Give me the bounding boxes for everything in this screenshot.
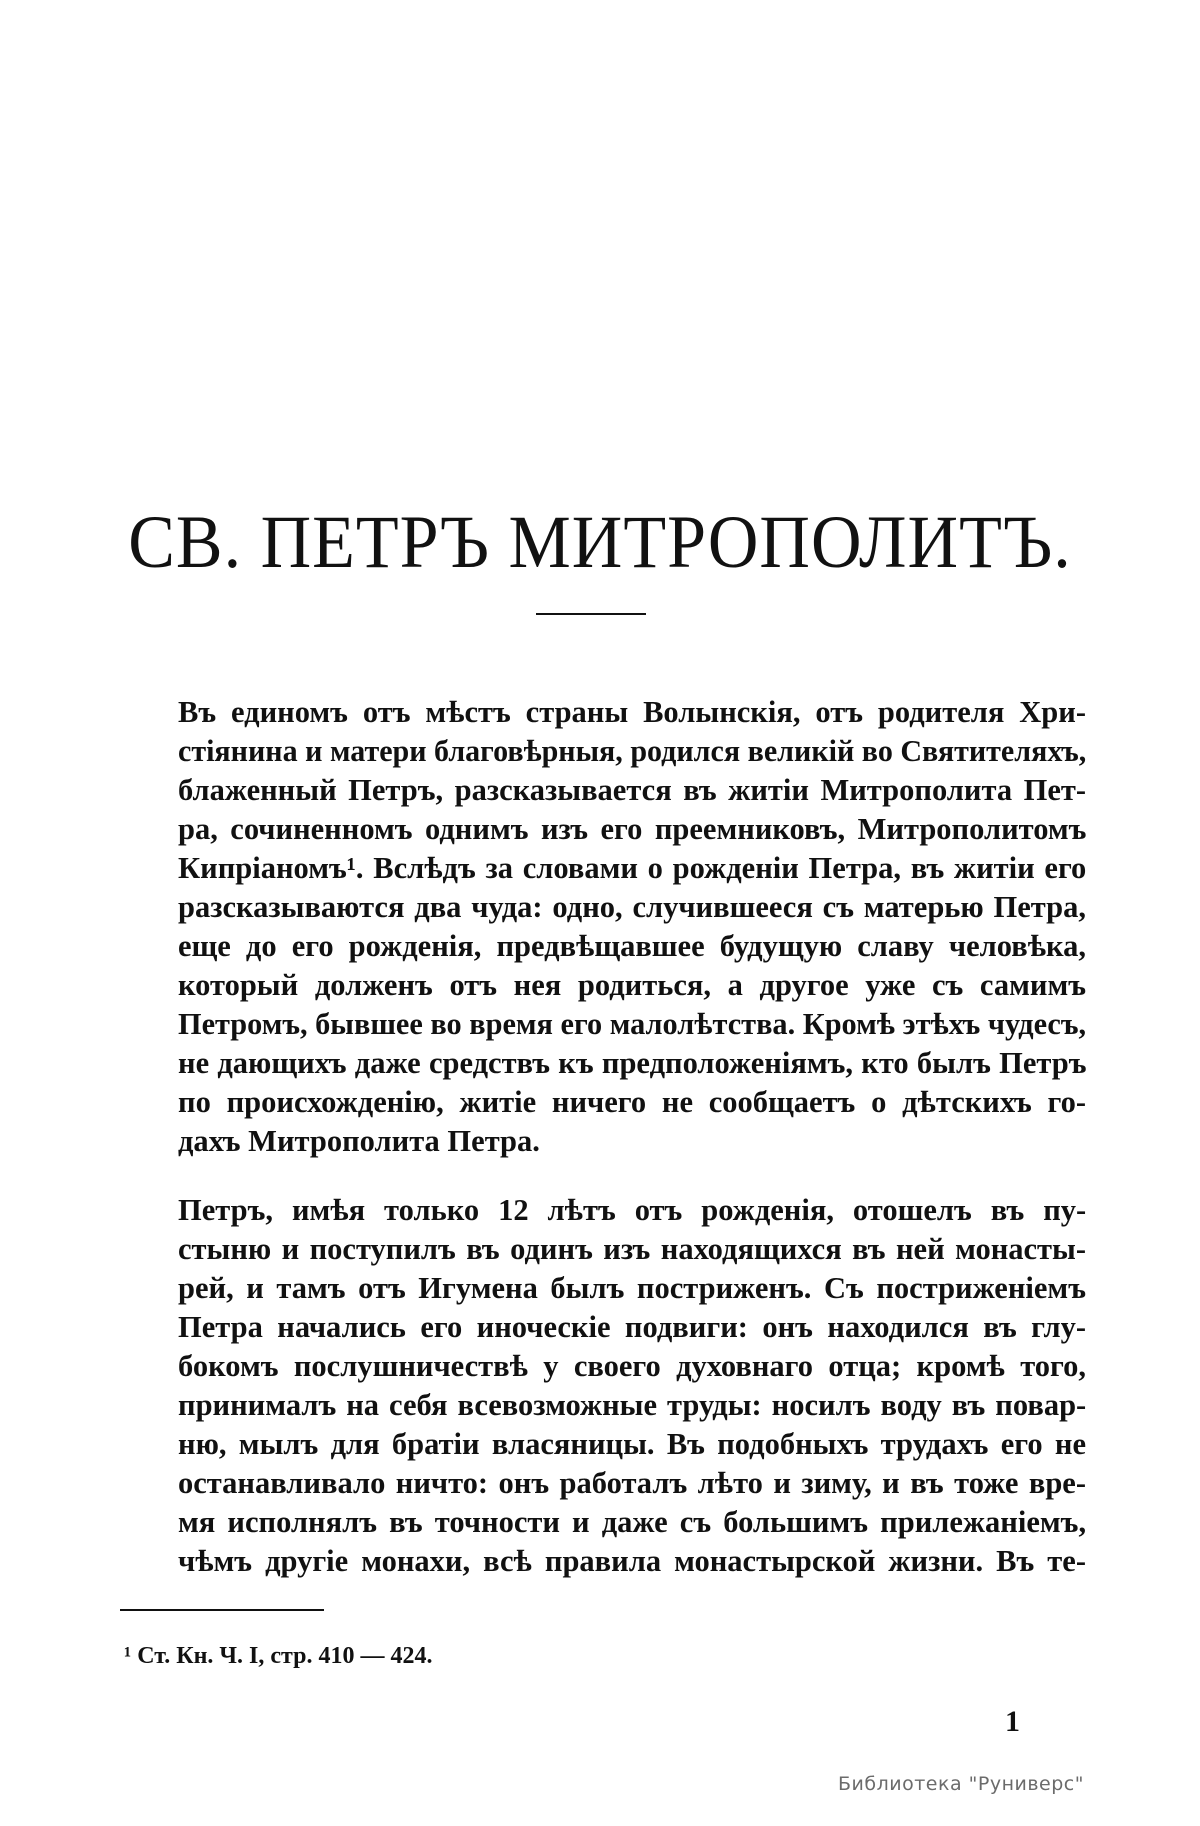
text-line: стыню и поступилъ въ одинъ изъ находящихся въ ней монасты- (178, 1232, 1087, 1266)
text-line: бокомъ послушничествѣ у своего духовнаго отца; кромѣ того, (178, 1349, 1086, 1383)
text-line: рей, и тамъ отъ Игумена былъ постриженъ. Съ постриженіемъ (178, 1271, 1086, 1305)
title-divider (536, 613, 646, 615)
text-line: чѣмъ другіе монахи, всѣ правила монастырской жизни. Въ те- (178, 1544, 1086, 1578)
text-line: останавливало ничто: онъ работалъ лѣто и зиму, и въ тоже вре- (178, 1466, 1086, 1500)
page-title: СВ. ПЕТРЪ МИТРОПОЛИТЪ. (128, 501, 1072, 585)
text-line: Петръ, имѣя только 12 лѣтъ отъ рожденія, отошелъ въ пу- (178, 1193, 1087, 1227)
body-text (178, 693, 1086, 1581)
text-line: который долженъ отъ нея родиться, а другое уже съ самимъ (178, 968, 1086, 1002)
text-line: блаженный Петръ, разсказывается въ житіи Митрополита Пет- (178, 773, 1086, 807)
text-line: разсказываются два чуда: одно, случившееся съ матерью Петра, (178, 890, 1086, 924)
text-line: Петромъ, бывшее во время его малолѣтства. Кромѣ этѣхъ чудесъ, (178, 1007, 1087, 1041)
text-line: ра, сочиненномъ однимъ изъ его преемниковъ, Митрополитомъ (178, 812, 1087, 846)
text-line: Кипріаномъ¹. Вслѣдъ за словами о рожденіи Петра, въ житіи его (178, 851, 1087, 885)
text-line: по происхожденію, житіе ничего не сообщаетъ о дѣтскихъ го- (178, 1085, 1086, 1119)
text-line: дахъ Митрополита Петра. (178, 1124, 540, 1158)
text-line: Петра начались его иноческіе подвиги: онъ находился въ глу- (178, 1310, 1086, 1344)
library-watermark: Библиотека "Руниверс" (838, 1773, 1084, 1795)
text-line: стіянина и матери благовѣрныя, родился великій во Святителяхъ, (178, 734, 1087, 768)
paragraph-2 (178, 1191, 1086, 1581)
footnote-divider (120, 1609, 324, 1611)
text-line: Въ единомъ отъ мѣстъ страны Волынскія, отъ родителя Хри- (178, 695, 1086, 729)
text-line: ню, мылъ для братіи власяницы. Въ подобныхъ трудахъ его не (178, 1427, 1087, 1461)
text-line: не дающихъ даже средствъ къ предположеніямъ, кто былъ Петръ (178, 1046, 1087, 1080)
text-line: принималъ на себя всевозможные труды: носилъ воду въ повар- (178, 1388, 1087, 1422)
footnote: ¹ Ст. Кн. Ч. I, стр. 410 — 424. (124, 1643, 433, 1669)
paragraph-1 (178, 693, 1086, 1161)
text-line: еще до его рожденія, предвѣщавшее будущую славу человѣка, (178, 929, 1086, 963)
page-number: 1 (1005, 1705, 1020, 1738)
text-line: мя исполнялъ въ точности и даже съ большимъ прилежаніемъ, (178, 1505, 1087, 1539)
